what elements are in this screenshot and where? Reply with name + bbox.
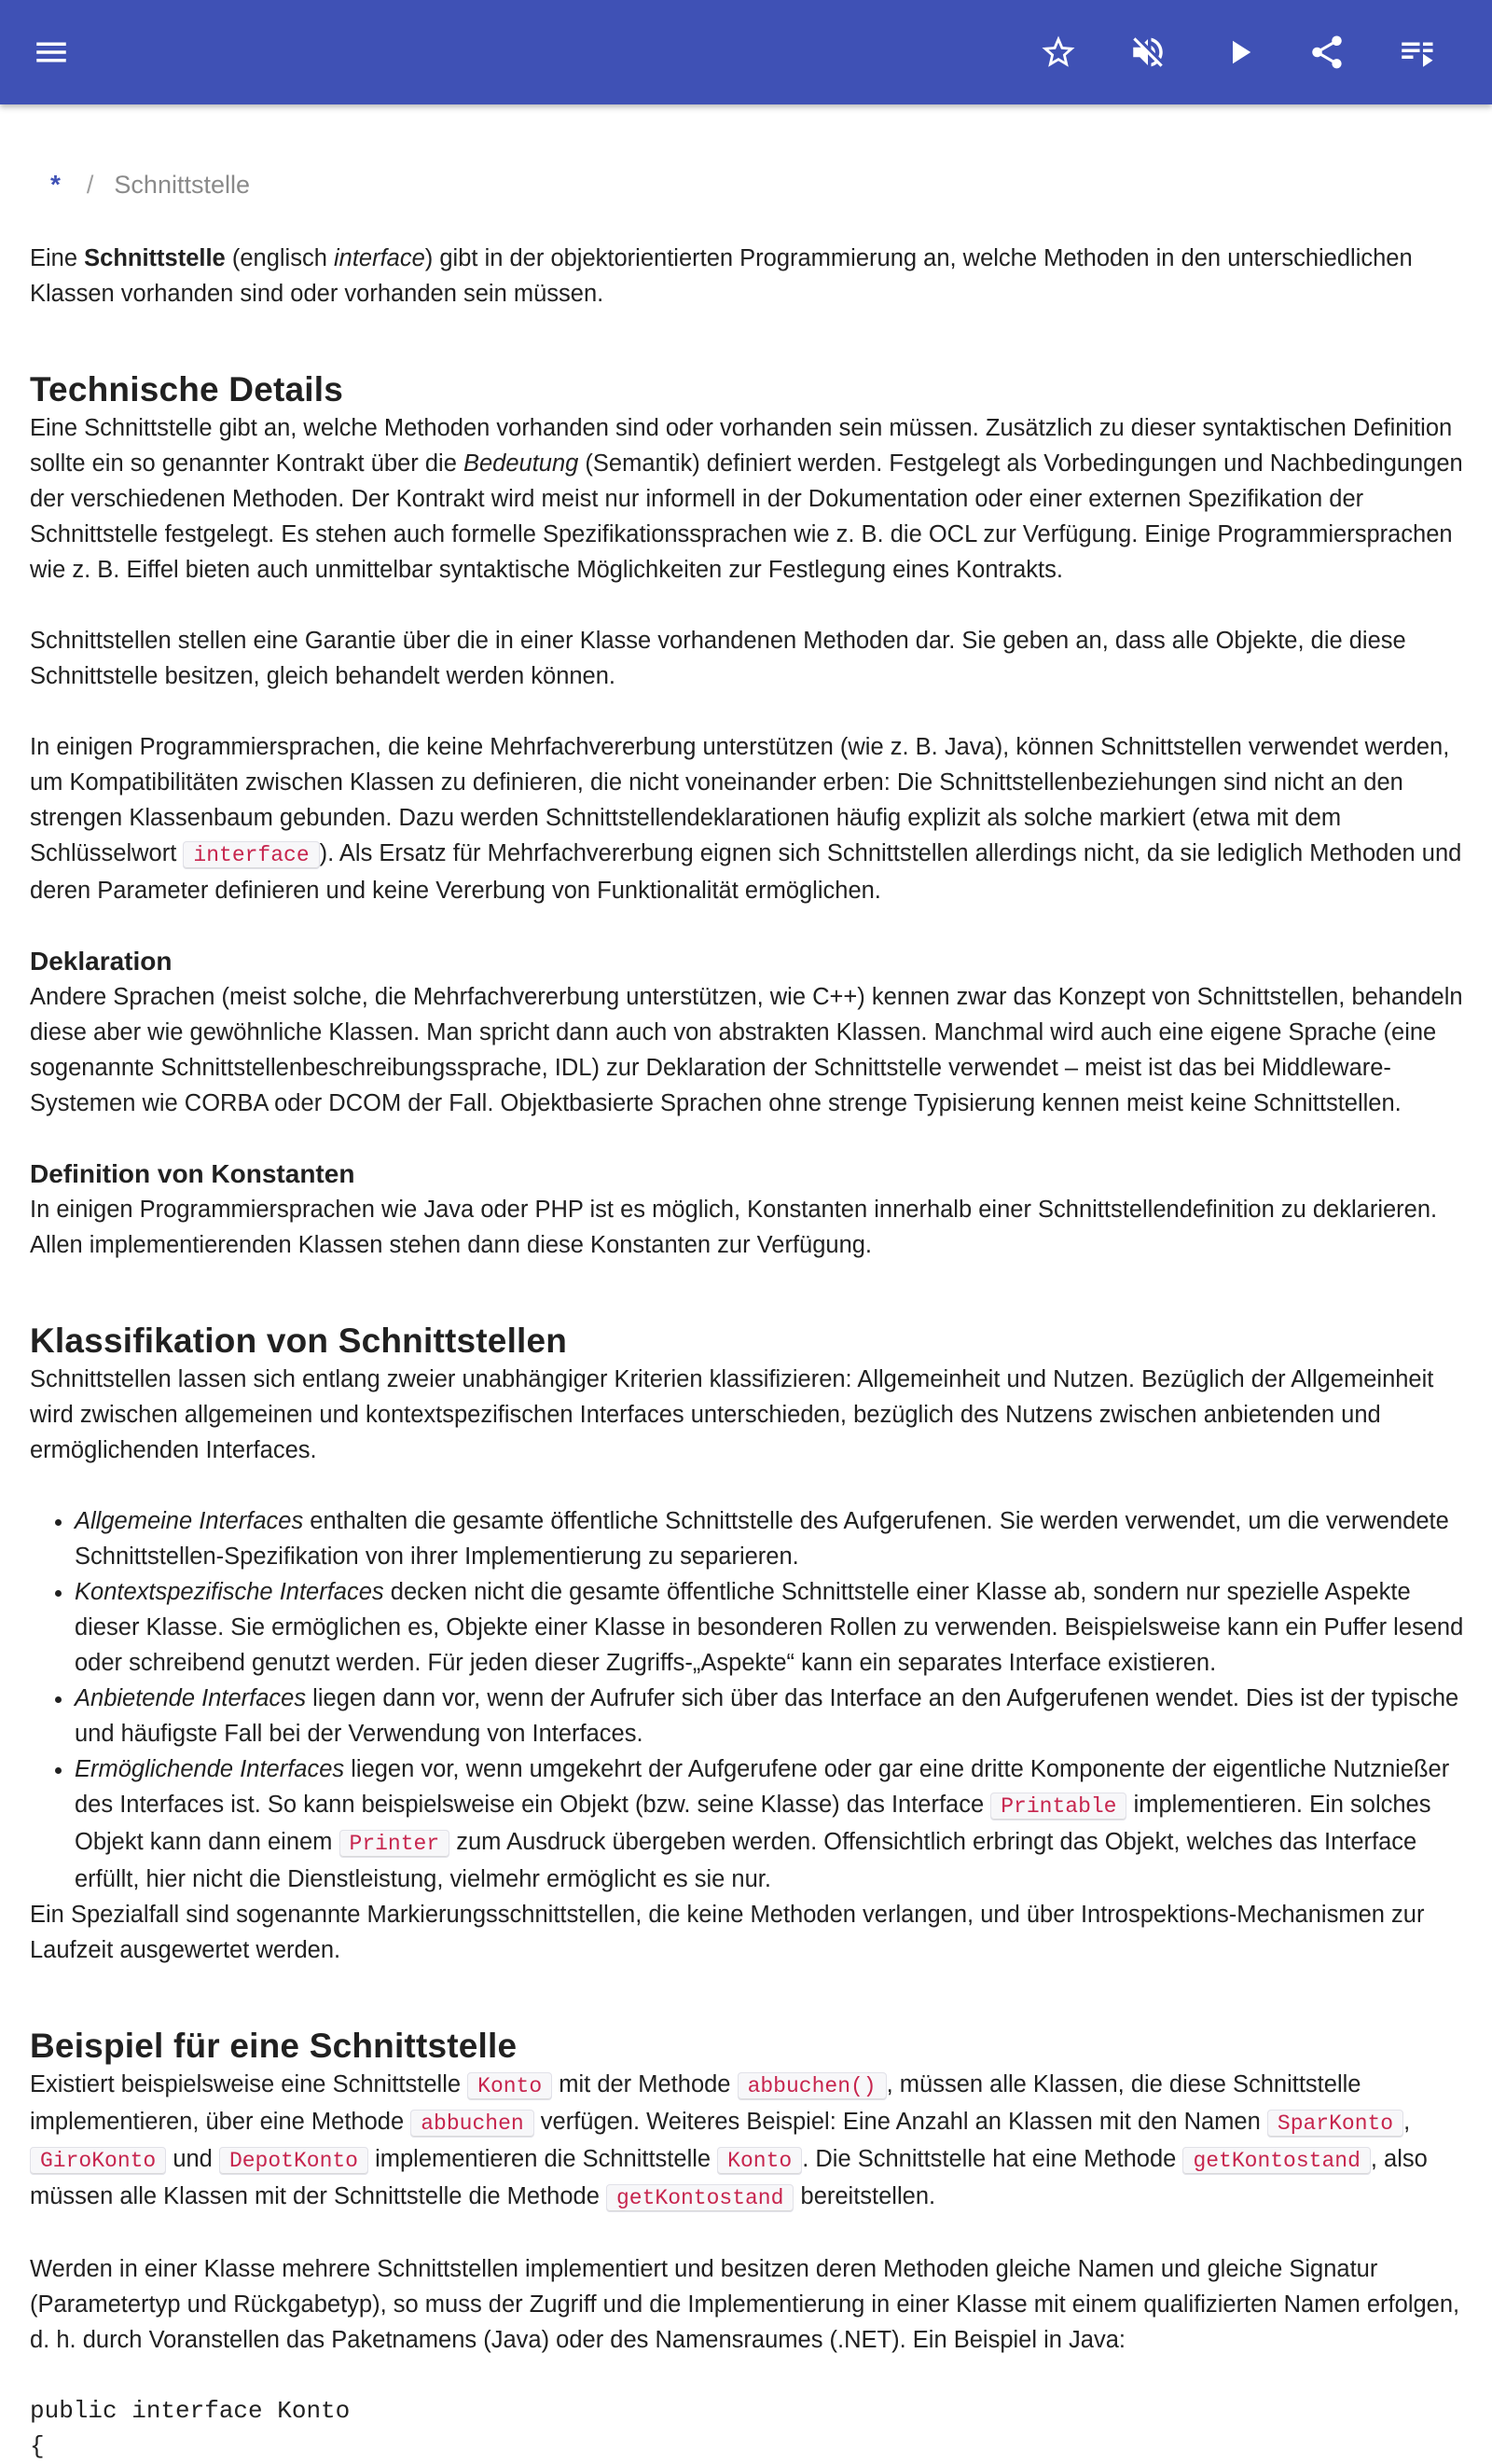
paragraph: Existiert beispielsweise eine Schnittstelle Konto mit der Methode abbuchen() , müssen alle Klassen, die diese Schnittstelle implementieren, über eine Methode abbuchen verfügen. Weiteres Beispiel: Eine Anzahl an Klassen mit den Namen SparKonto , GiroKonto und DepotKonto implementieren die Schnittstelle Konto . Die Schnittstelle hat eine Methode getKontostand , also müssen alle Klassen mit der Schnittstelle die Methode getKontostand bereitstellen. — [30, 2071, 1428, 2210]
list-item: • Ermöglichende Interfaces liegen vor, wenn umgekehrt der Aufgerufene oder gar eine dritte Komponente der eigentliche Nutznießer des Interfaces ist. So kann beispielsweise ein Objekt (bzw. seine Klasse) das Interface Printable implementieren. Ein solches Objekt kann dann einem Printer zum Ausdruck übergeben werden. Offensichtlich erbringt das Objekt, welches das Interface erfüllt, hier nicht die Dienstleistung, vielmehr ermöglicht es sie nur. — [75, 1751, 1466, 1897]
list-item: • Allgemeine Interfaces enthalten die gesamte öffentliche Schnittstelle des Aufgerufenen. Sie werden verwendet, um die verwendete Schnittstellen-Spezifikation von ihrer Implementierung zu separieren. — [75, 1503, 1466, 1574]
app-bar — [0, 0, 1492, 104]
paragraph: In einigen Programmiersprachen, die keine Mehrfachvererbung unterstützen (wie z. B. Java), können Schnittstellen verwendet werden, um Kompatibilitäten zwischen Klassen zu definieren, die nicht voneinander erben: Die Schnittstellenbeziehungen sind nicht an den strengen Klassenbaum gebunden. Dazu werden Schnittstellendeklarationen häufig explizit als solche markiert (etwa mit dem Schlüsselwort interface ). Als Ersatz für Mehrfachvererbung eignen sich Schnittstellen allerdings nicht, da sie lediglich Methoden und deren Parameter definieren und keine Vererbung von Funktionalität ermöglichen. — [30, 734, 1462, 904]
menu-icon[interactable] — [22, 23, 80, 81]
paragraph: In einigen Programmiersprachen wie Java oder PHP ist es möglich, Konstanten innerhalb einer Schnittstellendefinition zu deklarieren. Allen implementierenden Klassen stehen dann diese Konstanten zur Verfügung. — [30, 1197, 1438, 1258]
code-inline: SparKonto — [1267, 2110, 1403, 2138]
breadcrumb — [30, 149, 1466, 220]
breadcrumb-home[interactable]: * — [50, 170, 61, 199]
paragraph: Schnittstellen lassen sich entlang zweier unabhängiger Kriterien klassifizieren: Allgemeinheit und Nutzen. Bezüglich der Allgemeinheit wird zwischen allgemeinen und kontextspezifischen Interfaces unterschieden, bezüglich des Nutzens zwischen anbietenden und ermöglichenden Interfaces. — [30, 1366, 1434, 1463]
share-icon[interactable] — [1298, 23, 1356, 81]
breadcrumb-separator: / — [86, 171, 94, 199]
paragraph: Ein Spezialfall sind sogenannte Markierungsschnittstellen, die keine Methoden verlangen, und über Introspektions-Mechanismen zur Laufzeit ausgewertet werden. — [30, 1902, 1425, 1963]
section-heading-beispiel: Beispiel für eine Schnittstelle — [30, 2027, 518, 2065]
code-inline: Konto — [467, 2072, 552, 2100]
code-inline: Printer — [339, 1830, 450, 1858]
code-block-line: { — [30, 2432, 45, 2460]
code-inline: GiroKonto — [30, 2147, 166, 2175]
play-icon[interactable] — [1210, 23, 1268, 81]
paragraph: Schnittstellen stellen eine Garantie über die in einer Klasse vorhandenen Methoden dar. Sie geben an, dass alle Objekte, die diese Schnittstelle besitzen, gleich behandelt werden können. — [30, 628, 1406, 689]
code-inline: Konto — [717, 2147, 802, 2175]
intro-paragraph: Eine Schnittstelle (englisch interface) gibt in der objektorientierten Programmierung an, welche Methoden in den unterschiedlichen Klassen vorhanden sind oder vorhanden sein müssen. — [30, 245, 1413, 307]
section-heading-klassifikation: Klassifikation von Schnittstellen — [30, 1322, 568, 1360]
article — [30, 149, 1466, 2464]
star-icon[interactable] — [1029, 23, 1087, 81]
code-inline: getKontostand — [1182, 2147, 1370, 2175]
code-inline: Printable — [990, 1793, 1126, 1820]
classification-list — [30, 1503, 1466, 1897]
section-heading-konstanten: Definition von Konstanten — [30, 1159, 355, 1188]
code-inline: abbuchen — [410, 2110, 533, 2138]
list-item: • Kontextspezifische Interfaces decken nicht die gesamte öffentliche Schnittstelle einer Klasse ab, sondern nur spezielle Aspekte dieser Klasse. Sie ermöglichen es, Objekte einer Klasse in besonderen Rollen zu verwenden. Beispielsweise kann ein Puffer lesend oder schreibend genutzt werden. Für jeden dieser Zugriffs-„Aspekte“ kann ein separates Interface existieren. — [75, 1574, 1466, 1681]
section-heading-technische-details: Technische Details — [30, 370, 344, 408]
paragraph: Eine Schnittstelle gibt an, welche Methoden vorhanden sind oder vorhanden sein müssen. Zusätzlich zu dieser syntaktischen Definition sollte ein so genannter Kontrakt über die Bedeutung (Semantik) definiert werden. Festgelegt als Vorbedingungen und Nachbedingungen der verschiedenen Methoden. Der Kontrakt wird meist nur informell in der Dokumentation oder einer externen Spezifikation der Schnittstelle festgelegt. Es stehen auch formelle Spezifikationssprachen wie z. B. die OCL zur Verfügung. Einige Programmiersprachen wie z. B. Eiffel bieten auch unmittelbar syntaktische Möglichkeiten zur Festlegung eines Kontrakts. — [30, 415, 1463, 583]
paragraph: Andere Sprachen (meist solche, die Mehrfachvererbung unterstützen, wie C++) kennen zwar das Konzept von Schnittstellen, behandeln diese aber wie gewöhnliche Klassen. Man spricht dann auch von abstrakten Klassen. Manchmal wird auch eine eigene Sprache (eine sogenannte Schnittstellenbeschreibungssprache, IDL) zur Deklaration der Schnittstelle verwendet – meist ist das bei Middleware-Systemen wie CORBA oder DCOM der Fall. Objektbasierte Sprachen ohne strenge Typisierung kennen meist keine Schnittstellen. — [30, 984, 1463, 1116]
code-inline: DepotKonto — [219, 2147, 368, 2175]
code-inline: abbuchen() — [738, 2072, 887, 2100]
code-inline: getKontostand — [606, 2184, 794, 2212]
section-heading-deklaration: Deklaration — [30, 947, 173, 976]
playlist-icon[interactable] — [1388, 23, 1445, 81]
list-item: • Anbietende Interfaces liegen dann vor, wenn der Aufrufer sich über das Interface an den Aufgerufenen wendet. Dies ist der typische und häufigste Fall bei der Verwendung von Interfaces. — [75, 1681, 1466, 1751]
code-inline: interface — [183, 841, 319, 869]
code-block-line: public interface Konto — [30, 2397, 351, 2425]
mute-icon[interactable] — [1119, 23, 1177, 81]
breadcrumb-current: Schnittstelle — [114, 171, 250, 199]
paragraph: Werden in einer Klasse mehrere Schnittstellen implementiert und besitzen deren Methoden gleiche Namen und gleiche Signatur (Parametertyp und Rückgabetyp), so muss der Zugriff und die Implementierung in einer Klasse mit einem qualifizierten Namen erfolgen, d. h. durch Voranstellen das Paketnamens (Java) oder des Namensraumes (.NET). Ein Beispiel in Java: — [30, 2256, 1460, 2353]
